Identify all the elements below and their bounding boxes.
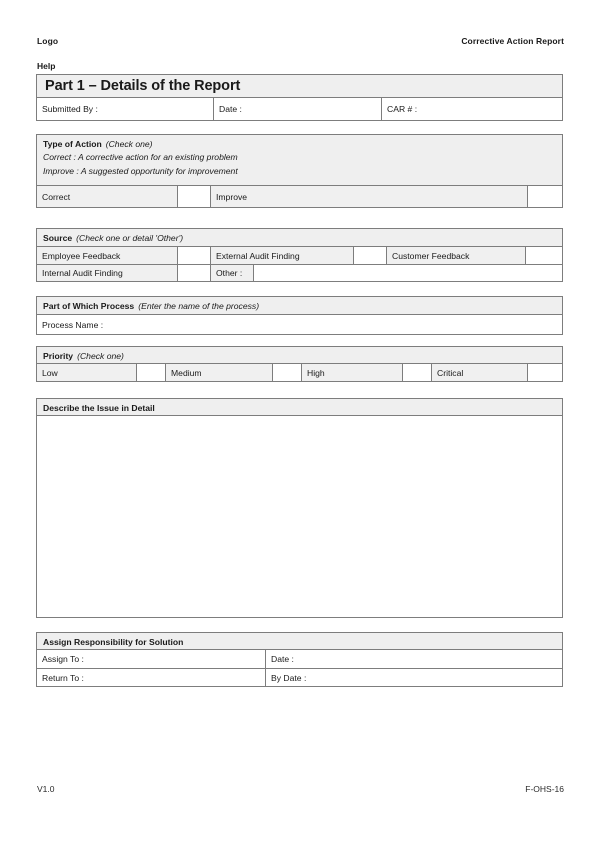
- process-section: [36, 296, 563, 335]
- submitted-by-field[interactable]: Submitted By :: [37, 98, 214, 120]
- option-correct-label: Correct: [37, 186, 178, 207]
- return-to-field[interactable]: Return To :: [37, 669, 266, 686]
- process-name-row: [37, 315, 562, 334]
- priority-critical-label: Critical: [432, 364, 528, 381]
- document-footer: [37, 784, 564, 794]
- part1-section: [36, 74, 563, 121]
- describe-issue-textarea[interactable]: [37, 416, 562, 617]
- priority-critical-checkbox[interactable]: [528, 364, 562, 381]
- process-name-field[interactable]: Process Name :: [37, 315, 562, 334]
- priority-high-label: High: [302, 364, 403, 381]
- source-other-input[interactable]: [254, 265, 562, 281]
- describe-issue-band: [37, 399, 562, 416]
- type-of-action-heading: Type of Action: [43, 139, 102, 149]
- by-date-field[interactable]: By Date :: [266, 669, 562, 686]
- priority-high-checkbox[interactable]: [403, 364, 432, 381]
- source-employee-feedback-label: Employee Feedback: [37, 247, 178, 264]
- footer-doc-code: F-OHS-16: [525, 784, 564, 794]
- source-row-1: [37, 247, 562, 264]
- priority-hint: (Check one): [77, 350, 124, 361]
- footer-version: V1.0: [37, 784, 55, 794]
- help-link[interactable]: Help: [37, 61, 56, 71]
- return-to-row: [37, 668, 562, 686]
- source-external-audit-finding-label: External Audit Finding: [211, 247, 354, 264]
- source-employee-feedback-checkbox[interactable]: [178, 247, 211, 264]
- part1-fields-row: [37, 98, 562, 120]
- assign-to-row: [37, 650, 562, 668]
- source-internal-audit-finding-label: Internal Audit Finding: [37, 265, 178, 281]
- priority-medium-checkbox[interactable]: [273, 364, 302, 381]
- describe-issue-heading: Describe the Issue in Detail: [43, 402, 155, 413]
- source-row-2: [37, 264, 562, 281]
- option-improve-label: Improve: [211, 186, 528, 207]
- date-field[interactable]: Date :: [214, 98, 382, 120]
- option-correct-checkbox[interactable]: [178, 186, 211, 207]
- priority-heading: Priority: [43, 350, 74, 361]
- describe-issue-section: [36, 398, 563, 618]
- part1-title: Part 1 – Details of the Report: [37, 75, 562, 98]
- document-title: Corrective Action Report: [461, 36, 564, 46]
- option-improve-checkbox[interactable]: [528, 186, 562, 207]
- priority-low-label: Low: [37, 364, 137, 381]
- logo-placeholder: Logo: [37, 36, 59, 46]
- assign-to-field[interactable]: Assign To :: [37, 650, 266, 668]
- priority-section: [36, 346, 563, 382]
- priority-options-row: [37, 364, 562, 381]
- source-internal-audit-finding-checkbox[interactable]: [178, 265, 211, 281]
- process-heading: Part of Which Process: [43, 301, 135, 311]
- process-hint: (Enter the name of the process): [138, 301, 260, 311]
- source-other-label: Other :: [211, 265, 254, 281]
- process-band: [37, 297, 562, 315]
- document-header: [37, 36, 564, 46]
- priority-band: [37, 347, 562, 364]
- car-number-field[interactable]: CAR # :: [382, 98, 562, 120]
- source-hint: (Check one or detail 'Other'): [76, 233, 184, 243]
- priority-medium-label: Medium: [166, 364, 273, 381]
- source-external-audit-finding-checkbox[interactable]: [354, 247, 387, 264]
- source-customer-feedback-label: Customer Feedback: [387, 247, 526, 264]
- source-customer-feedback-checkbox[interactable]: [526, 247, 560, 264]
- assign-responsibility-heading: Assign Responsibility for Solution: [43, 636, 184, 647]
- assign-responsibility-section: [36, 632, 563, 687]
- assign-responsibility-band: [37, 633, 562, 650]
- source-section: [36, 228, 563, 282]
- assign-date-field[interactable]: Date :: [266, 650, 562, 668]
- source-band: [37, 229, 562, 247]
- type-of-action-section: [36, 134, 563, 208]
- source-heading: Source: [43, 233, 73, 243]
- type-of-action-desc-improve: Improve : A suggested opportunity for improvement: [43, 165, 238, 176]
- priority-low-checkbox[interactable]: [137, 364, 166, 381]
- type-of-action-desc-correct: Correct : A corrective action for an existing problem: [43, 152, 238, 163]
- type-of-action-hint: (Check one): [105, 139, 153, 149]
- type-of-action-options-row: [37, 186, 562, 207]
- type-of-action-band: [37, 135, 562, 186]
